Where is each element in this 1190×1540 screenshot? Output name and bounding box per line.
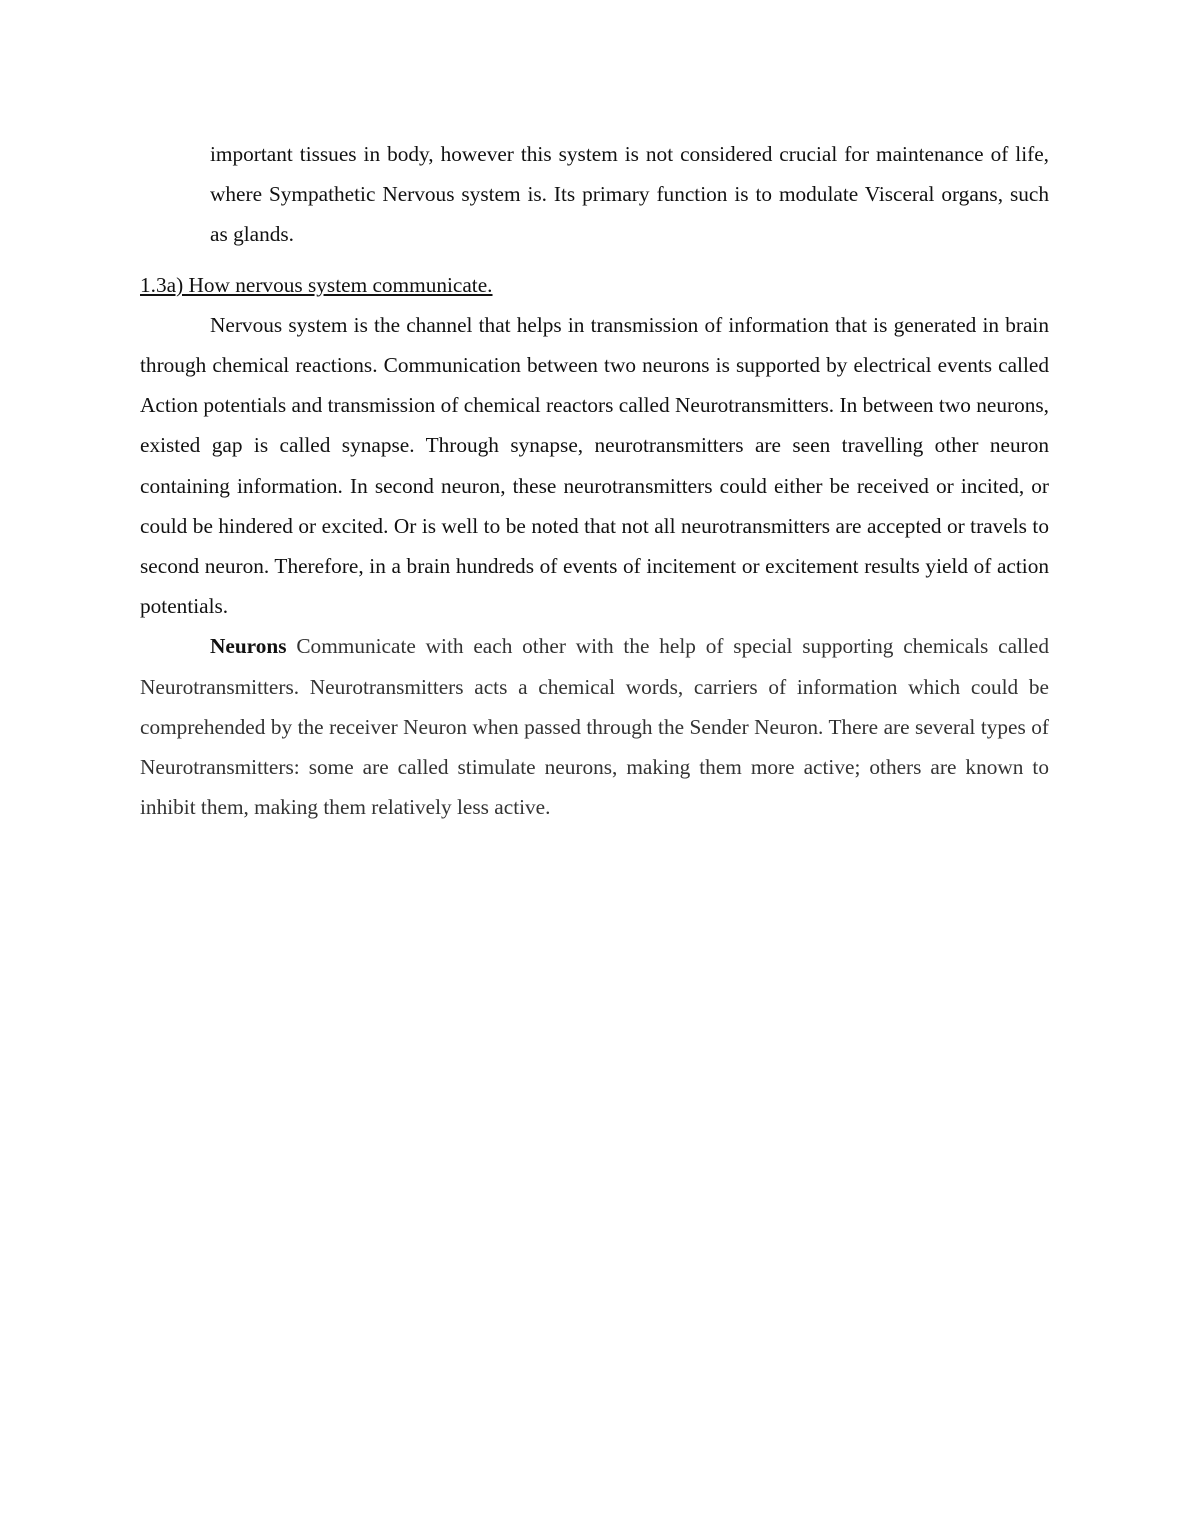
continuation-paragraph: important tissues in body, however this system is not considered crucial for maintenance of life, where Sympathetic Nervous system is. Its primary function is to modulate Visceral organs, such as glands.	[210, 142, 1049, 247]
paragraph-communication: Nervous system is the channel that helps in transmission of information that is generated in brain through chemical reactions. Communication between two neurons is supported by electrical events called Action potentials and transmission of chemical reactors called Neurotransmitters. In between two neurons, existed gap is called synapse. Through synapse, neurotransmitters are seen travelling other neuron containing information. In second neuron, these neurotransmitters could either be received or incited, or could be hindered or excited. Or is well to be noted that not all neurotransmitters are accepted or travels to second neuron. Therefore, in a brain hundreds of events of incitement or excitement results yield of action potentials.	[140, 312, 1049, 619]
document-body	[140, 134, 1049, 827]
section-heading: 1.3a) How nervous system communicate.	[140, 272, 493, 297]
paragraph-neurons-text: Communicate with each other with the help of special supporting chemicals called Neurotransmitters. Neurotransmitters acts a chemical words, carriers of information which could be comprehended by the receiver Neuron when passed through the Sender Neuron. There are several types of Neurotransmitters: some are called stimulate neurons, making them more active; others are known to inhibit them, making them relatively less active.	[140, 634, 1049, 820]
paragraph-bold-lead: Neurons	[210, 634, 287, 659]
paragraph-neurons	[140, 626, 1049, 827]
